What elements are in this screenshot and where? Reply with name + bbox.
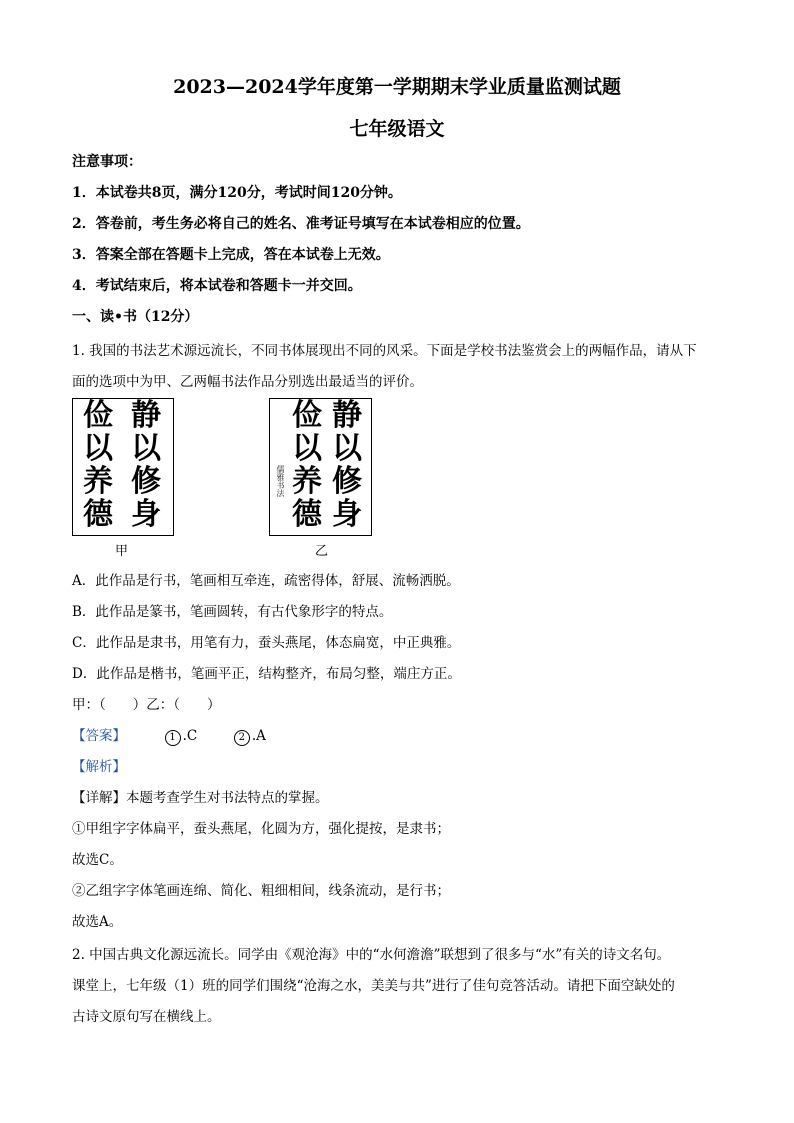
notice-item: 4．考试结束后，将本试卷和答题卡一并交回。 xyxy=(72,278,362,294)
calligraphy-char: 静 xyxy=(131,398,161,433)
calligraphy-char: 静 xyxy=(332,398,362,433)
answer-blank: 甲：（ ）乙：（ ） xyxy=(72,697,221,713)
answer-value: .C xyxy=(182,728,198,744)
calligraphy-char: 养 xyxy=(292,464,322,499)
calligraphy-char: 德 xyxy=(83,497,113,532)
option-c: C．此作品是隶书，用笔有力，蚕头燕尾，体态扁宽，中正典雅。 xyxy=(72,635,461,651)
option-d: D．此作品是楷书，笔画平正，结构整齐，布局匀整，端庄方正。 xyxy=(72,666,461,682)
question-2-stem: 古诗文原句写在横线上。 xyxy=(72,1009,221,1025)
calligraphy-char: 身 xyxy=(131,497,161,532)
calligraphy-work-jia xyxy=(72,398,174,536)
explanation: ①甲组字字体扁平，蚕头燕尾，化圆为方，强化提按，是隶书； xyxy=(72,821,450,837)
explanation: ②乙组字字体笔画连绵、简化、粗细相间，线条流动，是行书； xyxy=(72,883,450,899)
calligraphy-char: 以 xyxy=(131,431,161,466)
calligraphy-char: 俭 xyxy=(292,398,322,433)
option-a: A．此作品是行书，笔画相互牵连，疏密得体，舒展、流畅洒脱。 xyxy=(72,573,460,589)
notice-item: 2．答卷前，考生务必将自己的姓名、准考证号填写在本试卷相应的位置。 xyxy=(72,216,530,232)
question-2-stem: 课堂上，七年级（1）班的同学们围绕“沧海之水，美美与共”进行了佳句竞答活动。请把下面空缺处的 xyxy=(72,978,675,994)
calligraphy-char: 德 xyxy=(292,497,322,532)
detail-text: 【详解】本题考查学生对书法特点的掌握。 xyxy=(72,790,329,806)
notice-heading: 注意事项： xyxy=(72,154,142,170)
question-stem: 1. 我国的书法艺术源远流长，不同书体展现出不同的风采。下面是学校书法鉴赏会上的两幅作品，请从下 xyxy=(72,343,697,359)
analysis-label: 【解析】 xyxy=(72,759,126,775)
calligraphy-char: 俭 xyxy=(83,398,113,433)
answer-label: 【答案】 xyxy=(72,728,126,744)
section-heading: 一、读•书（12分） xyxy=(72,309,199,325)
question-2-stem: 2. 中国古典文化源远流长。同学由《观沧海》中的“水何澹澹”联想到了很多与“水”有关的诗文名句。 xyxy=(72,947,671,963)
work-label-yi: 乙 xyxy=(315,544,329,559)
calligraphy-char: 修 xyxy=(332,464,362,499)
work-label-jia: 甲 xyxy=(115,544,129,559)
calligraphy-char: 以 xyxy=(332,431,362,466)
calligraphy-char: 身 xyxy=(332,497,362,532)
answer-number-icon: 2 xyxy=(234,730,250,746)
exam-subtitle: 七年级语文 xyxy=(349,118,445,140)
question-stem: 面的选项中为甲、乙两幅书法作品分别选出最适当的评价。 xyxy=(72,374,423,390)
choice-line: 故选A。 xyxy=(72,914,123,930)
answer-number-icon: 1 xyxy=(165,730,181,746)
choice-line: 故选C。 xyxy=(72,852,123,868)
option-b: B．此作品是篆书，笔画圆转，有古代象形字的特点。 xyxy=(72,604,393,620)
calligraphy-char: 以 xyxy=(83,431,113,466)
seal-inscription: 儒雅书法 xyxy=(276,465,285,497)
calligraphy-char: 修 xyxy=(131,464,161,499)
answer-row xyxy=(72,724,266,746)
notice-item: 3．答案全部在答题卡上完成，答在本试卷上无效。 xyxy=(72,247,390,263)
calligraphy-char: 养 xyxy=(83,464,113,499)
exam-title: 2023—2024学年度第一学期期末学业质量监测试题 xyxy=(173,76,621,98)
calligraphy-char: 以 xyxy=(292,431,322,466)
calligraphy-work-yi xyxy=(269,398,372,536)
notice-item: 1．本试卷共8页，满分120分，考试时间120分钟。 xyxy=(72,185,402,201)
answer-value: .A xyxy=(251,728,266,744)
